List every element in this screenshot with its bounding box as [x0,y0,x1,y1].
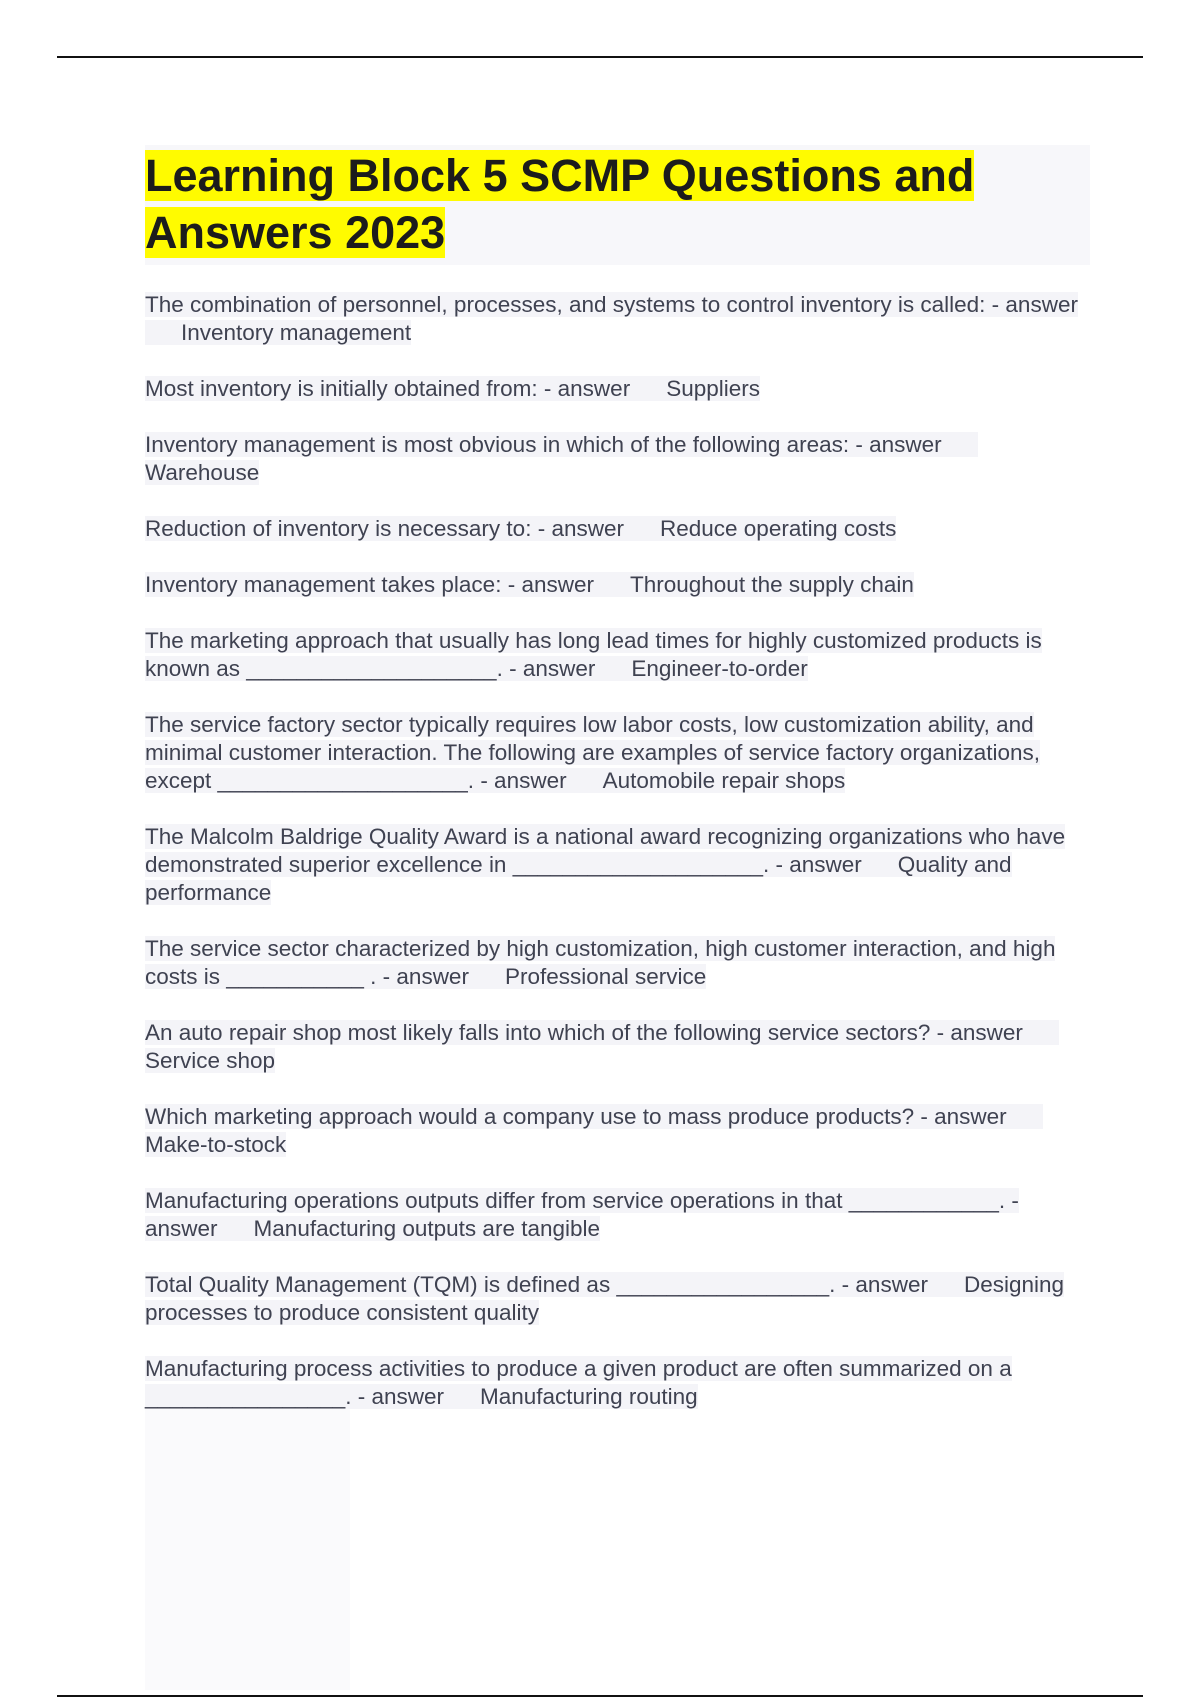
qa-item [145,571,1090,599]
top-rule [57,56,1143,58]
qa-item [145,1187,1090,1243]
qa-item [145,1355,1090,1411]
qa-list [145,291,1090,1411]
qa-question: The marketing approach that usually has long lead times for highly customized products is known as ____________________. - answer [145,628,1042,681]
qa-answer: Service shop [145,1048,276,1073]
qa-answer: Designing processes to produce consistent quality [145,1272,1065,1325]
page-title [145,147,1090,261]
qa-question: Manufacturing process activities to produce a given product are often summarized on a ________________. - answer [145,1356,1012,1409]
qa-item [145,711,1090,795]
qa-answer: Make-to-stock [145,1132,287,1157]
qa-item [145,375,1090,403]
qa-answer: Inventory management [181,320,412,345]
qa-question: The Malcolm Baldrige Quality Award is a national award recognizing organizations who have demonstrated superior excellence in ____________________. - answer [145,824,1066,877]
qa-answer: Suppliers [666,376,761,401]
bottom-rule [57,1695,1143,1697]
qa-item [145,1019,1090,1075]
qa-item [145,935,1090,991]
qa-question: Manufacturing operations outputs differ from service operations in that ____________. - answer [145,1188,1019,1241]
qa-answer: Manufacturing outputs are tangible [253,1216,601,1241]
qa-answer: Reduce operating costs [659,516,897,541]
qa-question: Inventory management is most obvious in which of the following areas: - answer [145,432,942,457]
qa-answer: Warehouse [145,460,260,485]
qa-question: Which marketing approach would a company use to mass produce products? - answer [145,1104,1007,1129]
qa-item [145,627,1090,683]
qa-answer: Automobile repair shops [602,768,846,793]
qa-question: The combination of personnel, processes, and systems to control inventory is called: - answer [145,292,1078,317]
qa-question: Total Quality Management (TQM) is defined as _________________. - answer [145,1272,928,1297]
qa-item [145,1103,1090,1159]
qa-item [145,1271,1090,1327]
qa-answer: Professional service [504,964,707,989]
document-body [145,145,1090,1439]
title-block [145,145,1090,265]
qa-question: The service sector characterized by high customization, high customer interaction, and high costs is ___________ . - answer [145,936,1056,989]
qa-question: Reduction of inventory is necessary to: - answer [145,516,624,541]
qa-answer: Throughout the supply chain [629,572,914,597]
qa-item [145,515,1090,543]
qa-answer: Manufacturing routing [480,1384,698,1409]
qa-item [145,291,1090,347]
qa-question: Most inventory is initially obtained from: - answer [145,376,631,401]
page-shading [145,1400,350,1690]
qa-item [145,823,1090,907]
qa-answer: Quality and performance [145,852,1012,905]
qa-item [145,431,1090,487]
page-title-text: Learning Block 5 SCMP Questions and Answers 2023 [145,150,975,258]
qa-question: Inventory management takes place: - answer [145,572,594,597]
qa-question: The service factory sector typically requires low labor costs, low customization ability, and minimal customer interaction. The following are examples of service factory organizations, except ____________________. - answer [145,712,1040,793]
qa-question: An auto repair shop most likely falls into which of the following service sectors? - answer [145,1020,1023,1045]
qa-answer: Engineer-to-order [631,656,808,681]
